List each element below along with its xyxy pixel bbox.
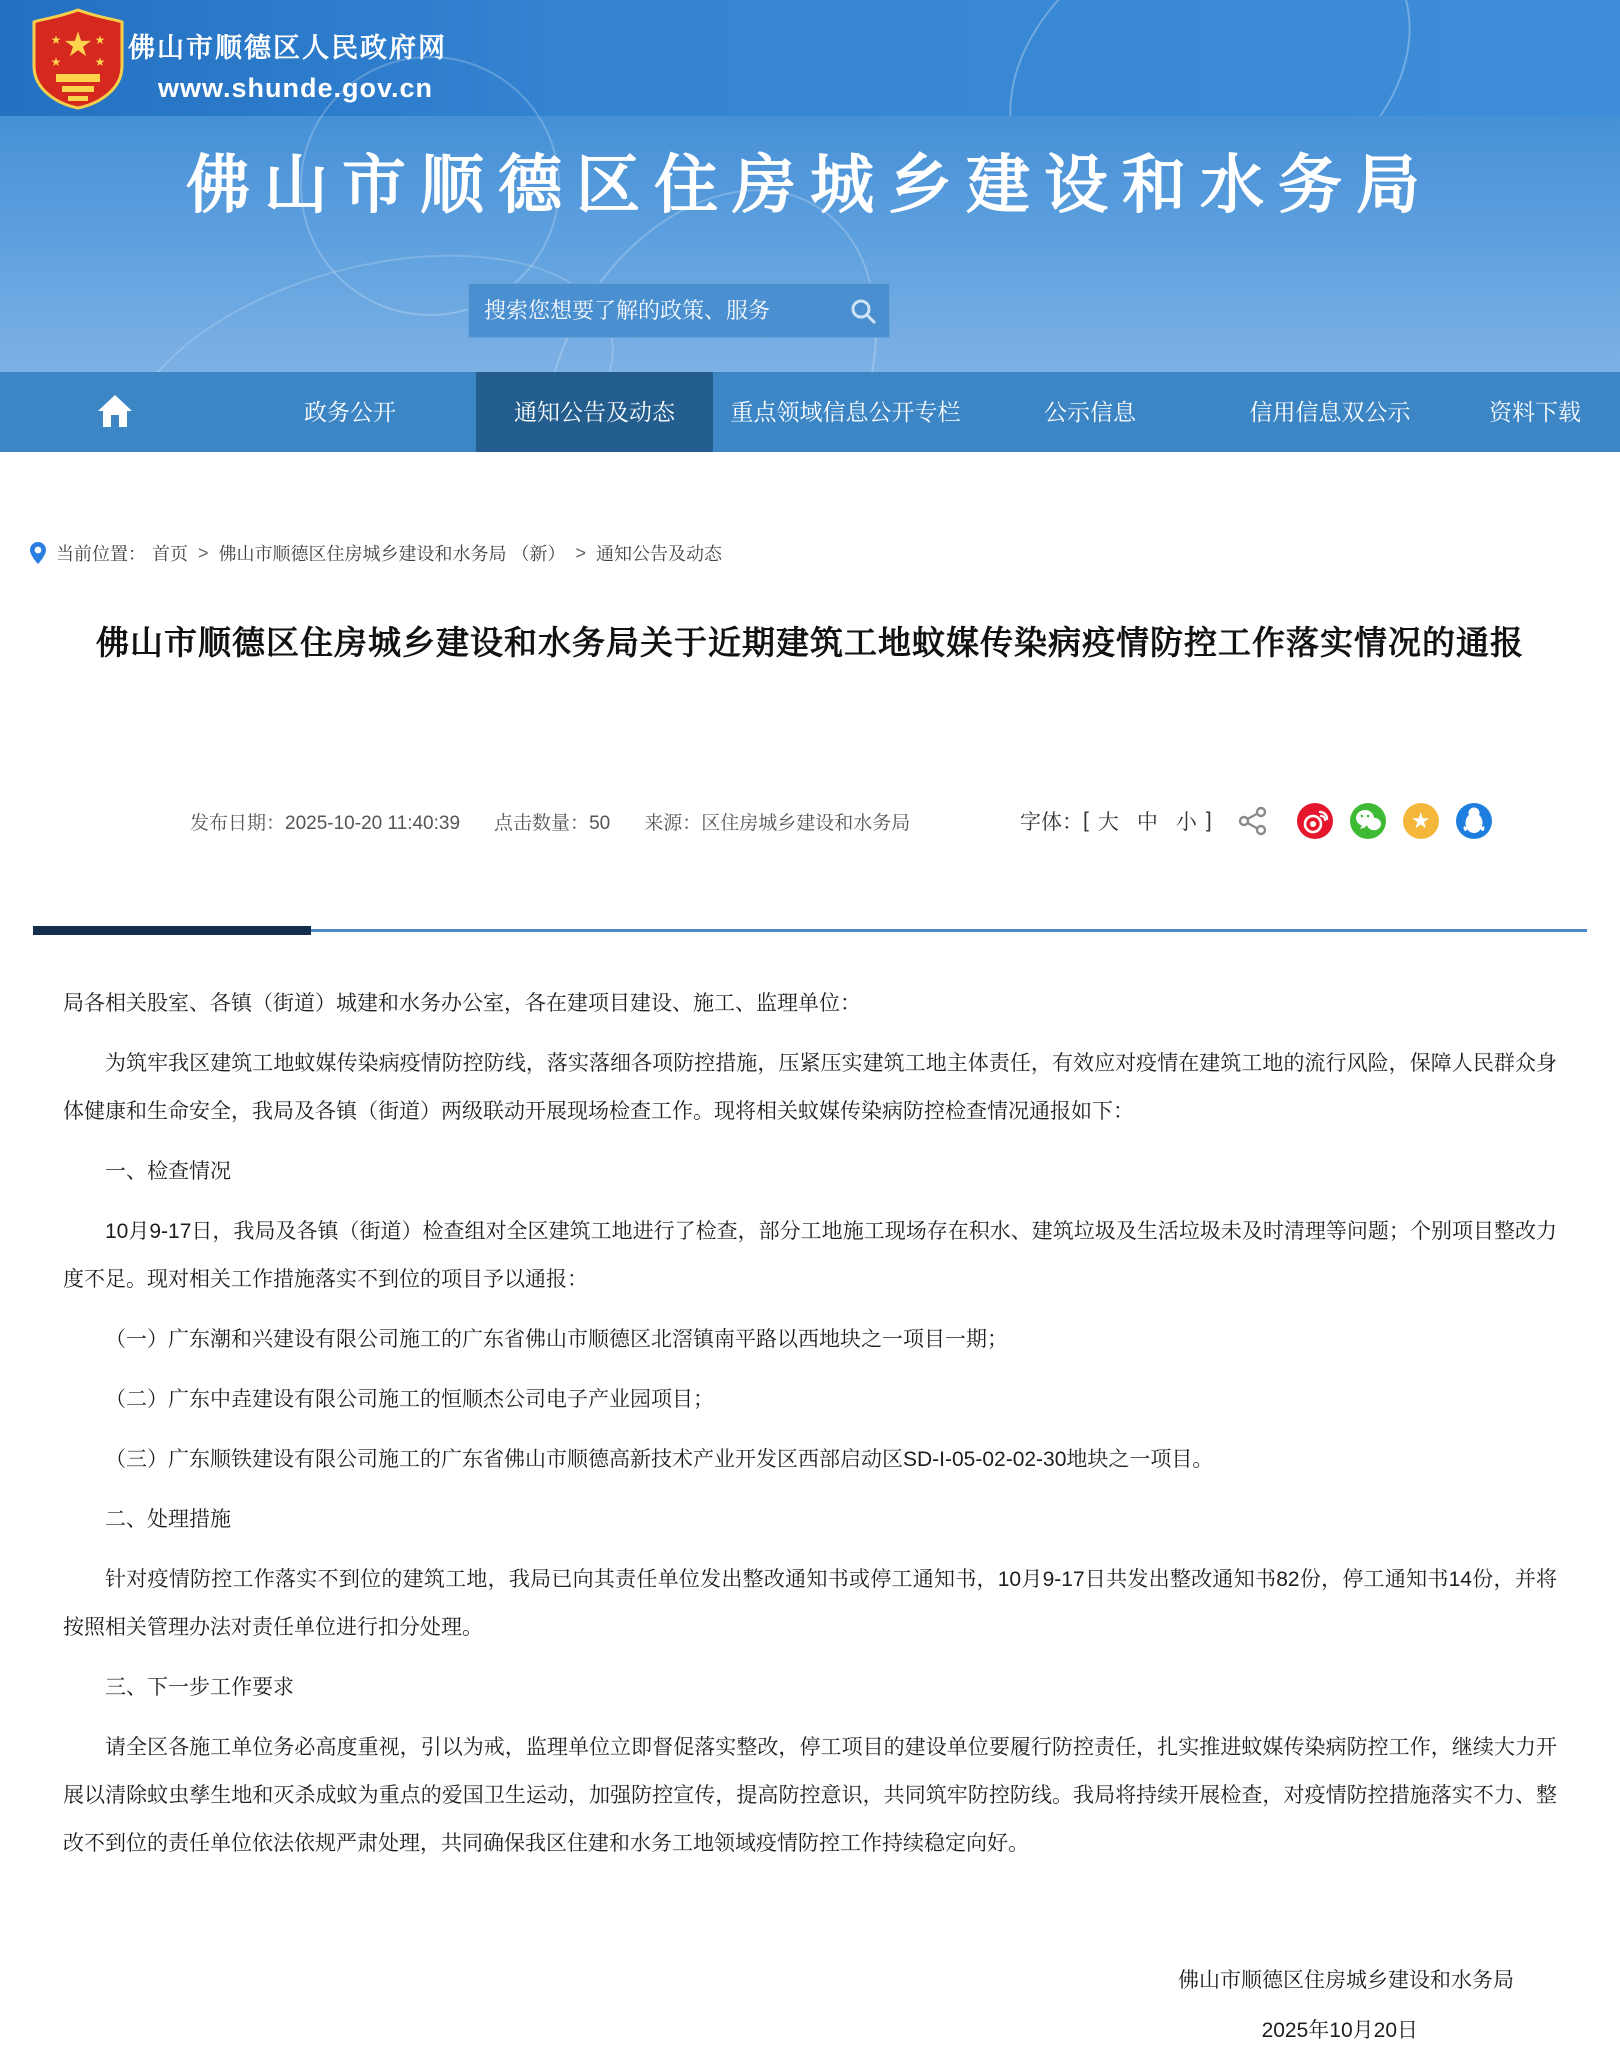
search-input[interactable] (484, 283, 834, 338)
home-icon (96, 399, 134, 425)
publish-date-label: 发布日期： (190, 813, 286, 834)
location-pin-icon (30, 542, 46, 564)
paragraph-measures: 针对疫情防控工作落实不到位的建筑工地，我局已向其责任单位发出整改通知书或停工通知书，10月9-17日共发出整改通知书82份，停工通知书14份，并将按照相关管理办法对责任单位进行扣分处理。 (63, 1568, 1557, 1639)
breadcrumb-home-link[interactable]: 首页 (152, 544, 188, 564)
qzone-share-icon[interactable]: ★ (1403, 803, 1439, 839)
bureau-banner-title: 佛山市顺德区住房城乡建设和水务局 (186, 149, 1434, 221)
font-size-large-button[interactable]: 大 (1097, 811, 1119, 834)
font-size-label: 字体： (1020, 811, 1083, 834)
content-divider (33, 926, 1587, 936)
qq-share-icon[interactable] (1456, 803, 1492, 839)
paragraph-salutation: 局各相关股室、各镇（街道）城建和水务办公室，各在建项目建设、施工、监理单位： (63, 992, 861, 1015)
nav-item-notices-active[interactable]: 通知公告及动态 (476, 372, 713, 452)
section-heading-2: 二、处理措施 (105, 1508, 231, 1531)
breadcrumb-bureau-link[interactable]: 佛山市顺德区住房城乡建设和水务局 （新） (218, 544, 566, 564)
font-size-small-button[interactable]: 小 (1175, 811, 1197, 834)
breadcrumb-separator: > (575, 542, 587, 563)
publish-date-value: 2025-10-20 11:40:39 (285, 813, 461, 834)
section-heading-3: 三、下一步工作要求 (105, 1676, 294, 1699)
svg-text:★: ★ (62, 26, 94, 64)
list-item-project-2: （二）广东中垚建设有限公司施工的恒顺杰公司电子产业园项目； (105, 1388, 714, 1411)
article-title: 佛山市顺德区住房城乡建设和水务局关于近期建筑工地蚊媒传染病疫情防控工作落实情况的通报 (96, 624, 1524, 661)
signature-date: 2025年10月20日 (1261, 2019, 1418, 2042)
click-count-label: 点击数量： (494, 813, 590, 834)
search-icon[interactable] (848, 296, 878, 326)
list-item-project-1: （一）广东潮和兴建设有限公司施工的广东省佛山市顺德区北滘镇南平路以西地块之一项目一期； (105, 1328, 1008, 1351)
bracket-open: [ (1083, 809, 1089, 832)
svg-text:★: ★ (94, 55, 106, 69)
article-body (63, 980, 1557, 2048)
section-heading-1: 一、检查情况 (105, 1160, 231, 1183)
search-bar[interactable] (468, 283, 890, 338)
nav-item-key-info-disclosure[interactable]: 重点领域信息公开专栏 (730, 399, 961, 425)
list-item-project-3: （三）广东顺铁建设有限公司施工的广东省佛山市顺德高新技术产业开发区西部启动区SD-I-05-02-02-30地块之一项目。 (105, 1448, 1214, 1471)
site-url: www.shunde.gov.cn (158, 73, 434, 103)
font-and-share-controls (1020, 800, 1492, 842)
article-meta-row (0, 800, 1620, 842)
font-size-medium-button[interactable]: 中 (1136, 811, 1158, 834)
national-emblem-icon (30, 8, 126, 110)
banner-area (0, 116, 1620, 372)
bracket-close: ] (1205, 809, 1212, 832)
paragraph-inspection: 10月9-17日，我局及各镇（街道）检查组对全区建筑工地进行了检查，部分工地施工现场存在积水、建筑垃圾及生活垃圾未及时清理等问题；个别项目整改力度不足。现对相关工作措施落实不到位的项目予以通报： (63, 1220, 1557, 1291)
paragraph-requirements: 请全区各施工单位务必高度重视，引以为戒，监理单位立即督促落实整改，停工项目的建设单位要履行防控责任，扎实推进蚊媒传染病防控工作，继续大力开展以清除蚊虫孳生地和灭杀成蚊为重点的爱国卫生运动，加强防控宣传，提高防控意识，共同筑牢防控防线。我局将持续开展检查，对疫情防控措施落实不力、整改不到位的责任单位依法依规严肃处理，共同确保我区住建和水务工地领域疫情防控工作持续稳定向好。 (63, 1736, 1557, 1855)
divider-dark-segment (33, 926, 311, 935)
site-identity (128, 26, 447, 104)
nav-item-downloads[interactable]: 资料下载 (1489, 399, 1581, 425)
nav-item-home[interactable] (60, 372, 170, 452)
article-meta (190, 808, 910, 835)
click-count-value: 50 (589, 813, 611, 834)
wechat-share-icon[interactable] (1350, 803, 1386, 839)
breadcrumb-notices-link[interactable]: 通知公告及动态 (596, 544, 723, 564)
breadcrumb-label: 当前位置： (56, 544, 146, 564)
site-masthead (0, 0, 1620, 116)
share-icon[interactable] (1238, 806, 1268, 836)
source-value: 区住房城乡建设和水务局 (701, 813, 911, 834)
breadcrumb-separator: > (198, 542, 209, 563)
site-name: 佛山市顺德区人民政府网 (128, 33, 447, 63)
source-label: 来源： (644, 813, 702, 834)
breadcrumb (30, 540, 1620, 566)
weibo-share-icon[interactable] (1297, 803, 1333, 839)
content-area (0, 452, 1620, 2048)
svg-text:★: ★ (50, 33, 62, 47)
nav-item-government-affairs[interactable]: 政务公开 (304, 399, 396, 425)
main-nav (0, 372, 1620, 452)
svg-text:★: ★ (50, 55, 62, 69)
signature: 佛山市顺德区住房城乡建设和水务局 (1178, 1969, 1514, 1992)
paragraph-intro: 为筑牢我区建筑工地蚊媒传染病疫情防控防线，落实落细各项防控措施，压紧压实建筑工地主体责任，有效应对疫情在建筑工地的流行风险，保障人民群众身体健康和生命安全，我局及各镇（街道）两级联动开展现场检查工作。现将相关蚊媒传染病防控检查情况通报如下： (63, 1052, 1557, 1123)
svg-text:★: ★ (94, 33, 106, 47)
nav-item-credit-info[interactable]: 信用信息双公示 (1249, 399, 1411, 425)
nav-item-public-announcements[interactable]: 公示信息 (1044, 399, 1136, 425)
